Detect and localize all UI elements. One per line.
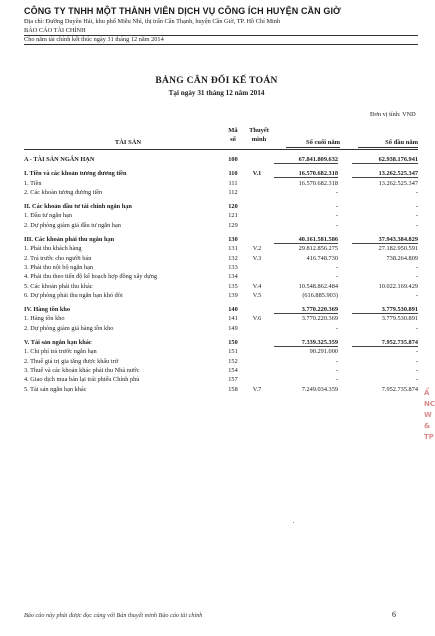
row-end-of-year: - — [335, 273, 338, 281]
row-code: 157 — [228, 376, 238, 384]
row-beginning-of-year: 7.952.735.874 — [381, 385, 418, 393]
table-row — [24, 273, 418, 282]
row-beginning-of-year: 62.938.176.941 — [352, 156, 418, 164]
row-end-of-year: 416.748.730 — [306, 254, 338, 262]
section-row — [24, 203, 418, 212]
row-code: 141 — [228, 315, 238, 323]
row-label: 2. Các khoản tương đương tiền — [24, 188, 103, 196]
table-row — [24, 212, 418, 221]
row-note: V.2 — [252, 245, 262, 253]
row-label: 4. Phải thu theo tiến độ kế hoạch hợp đồng xây dựng — [24, 273, 158, 281]
row-beginning-of-year: - — [415, 221, 418, 229]
row-label: II. Các khoản đầu tư tài chính ngắn hạn — [24, 203, 132, 211]
report-type: BÁO CÁO TÀI CHÍNH — [24, 27, 86, 34]
row-code: 154 — [228, 366, 238, 374]
row-label: 2. Dự phòng giảm giá hàng tồn kho — [24, 324, 114, 332]
row-code: 130 — [228, 236, 238, 244]
row-beginning-of-year: - — [415, 357, 418, 365]
row-beginning-of-year: - — [415, 203, 418, 211]
row-code: 151 — [228, 348, 238, 356]
row-end-of-year: 16.570.682.318 — [274, 170, 338, 178]
row-label: 3. Thuế và các khoản khác phải thu Nhà nước — [24, 366, 140, 374]
row-end-of-year: - — [335, 324, 338, 332]
row-beginning-of-year: - — [415, 366, 418, 374]
row-label: 4. Giao dịch mua bán lại trái phiếu Chính phủ — [24, 376, 140, 384]
company-address: Địa chỉ: Đường Duyên Hải, khu phố Miễu Nhì, thị trấn Cần Thạnh, huyện Cần Giờ, TP. Hồ Chí Minh — [24, 18, 281, 25]
row-beginning-of-year: 7.952.735.874 — [352, 339, 418, 347]
row-code: 129 — [228, 221, 238, 229]
row-label: 2. Dự phòng giảm giá đầu tư ngắn hạn — [24, 221, 121, 229]
row-beginning-of-year: 10.022.169.429 — [378, 282, 418, 290]
row-beginning-of-year: 27.182.950.591 — [378, 245, 418, 253]
row-code: 134 — [228, 273, 238, 281]
row-code: 140 — [228, 306, 238, 314]
row-end-of-year: 40.161.581.586 — [274, 236, 338, 244]
row-label: A - TÀI SẢN NGẮN HẠN — [24, 156, 95, 163]
column-header-rule — [24, 149, 418, 150]
row-label: 1. Phải thu khách hàng — [24, 245, 82, 253]
column-header-underline-end — [286, 147, 340, 148]
scan-speck — [293, 522, 294, 523]
column-header-code-line2: số — [230, 136, 236, 143]
row-label: 5. Tài sản ngắn hạn khác — [24, 385, 87, 393]
row-end-of-year: - — [335, 366, 338, 374]
row-end-of-year: (616.885.903) — [302, 291, 338, 299]
row-beginning-of-year: 3.779.530.891 — [381, 315, 418, 323]
row-end-of-year: 3.770.220.369 — [274, 306, 338, 314]
row-label: 3. Phải thu nội bộ ngắn hạn — [24, 263, 94, 271]
row-end-of-year: 16.570.682.318 — [298, 179, 338, 187]
row-beginning-of-year: 13.262.525.347 — [352, 170, 418, 178]
row-label: 1. Chi phí trả trước ngắn hạn — [24, 348, 97, 356]
row-label: IV. Hàng tồn kho — [24, 306, 71, 314]
row-end-of-year: 3.770.220.369 — [301, 315, 338, 323]
row-beginning-of-year: - — [415, 324, 418, 332]
row-end-of-year: 90.291.000 — [309, 348, 338, 356]
company-name: CÔNG TY TNHH MỘT THÀNH VIÊN DỊCH VỤ CÔNG ÍCH HUYỆN CẦN GIỜ — [24, 6, 341, 16]
row-code: 158 — [228, 385, 238, 393]
footer-note: Báo cáo này phải được đọc cùng với Bản thuyết minh Báo cáo tài chính — [24, 612, 203, 619]
row-label: III. Các khoản phải thu ngắn hạn — [24, 236, 115, 244]
row-code: 150 — [228, 339, 238, 347]
row-code: 135 — [228, 282, 238, 290]
column-header-asset: TÀI SẢN — [114, 139, 142, 146]
page-number: 6 — [392, 610, 396, 619]
row-label: 5. Các khoản phải thu khác — [24, 282, 93, 290]
row-code: 133 — [228, 263, 238, 271]
section-row — [24, 306, 418, 315]
row-beginning-of-year: - — [415, 212, 418, 220]
column-header-end-of-year: Số cuối năm — [306, 139, 340, 146]
row-code: 139 — [228, 291, 238, 299]
row-code: 152 — [228, 357, 238, 365]
header-divider-bottom — [24, 44, 418, 45]
table-row — [24, 315, 418, 324]
row-beginning-of-year: - — [415, 188, 418, 196]
row-end-of-year: - — [335, 221, 338, 229]
row-label: 1. Hàng tồn kho — [24, 315, 65, 323]
table-row — [24, 358, 418, 367]
table-row — [24, 292, 418, 301]
column-header-underline-begin — [358, 147, 418, 148]
row-end-of-year: - — [335, 263, 338, 271]
row-beginning-of-year: 3.779.530.891 — [352, 306, 418, 314]
table-row — [24, 367, 418, 376]
row-beginning-of-year: - — [415, 273, 418, 281]
section-row — [24, 170, 418, 179]
row-note: V.4 — [252, 282, 262, 290]
table-row — [24, 255, 418, 264]
row-end-of-year: - — [335, 357, 338, 365]
row-beginning-of-year: 738.264.809 — [386, 254, 418, 262]
table-row — [24, 348, 418, 357]
row-code: 100 — [228, 156, 238, 163]
column-header-beginning-of-year: Số đầu năm — [385, 139, 418, 146]
table-row — [24, 386, 418, 395]
table-row — [24, 264, 418, 273]
table-row — [24, 376, 418, 385]
table-row — [24, 283, 418, 292]
row-beginning-of-year: - — [415, 376, 418, 384]
row-code: 110 — [228, 170, 238, 178]
report-period: Cho năm tài chính kết thúc ngày 31 tháng 12 năm 2014 — [24, 36, 164, 43]
row-label: 2. Thuế giá trị gia tăng được khấu trừ — [24, 357, 119, 365]
currency-unit: Đơn vị tính: VND — [370, 111, 416, 118]
row-label: 1. Đầu tư ngắn hạn — [24, 212, 73, 220]
red-stamp-fragment: Ẩ NC W & TP — [424, 389, 435, 441]
row-code: 149 — [228, 324, 238, 332]
row-end-of-year: - — [335, 376, 338, 384]
document-title: BẢNG CÂN ĐỐI KẾ TOÁN — [155, 76, 278, 86]
column-header-note-line1: Thuyết — [249, 127, 269, 134]
row-label: 1. Tiền — [24, 179, 42, 187]
table-row — [24, 189, 418, 198]
row-note: V.3 — [252, 254, 262, 262]
row-code: 121 — [228, 212, 238, 220]
row-beginning-of-year: - — [415, 263, 418, 271]
row-end-of-year: 7.339.325.359 — [274, 339, 338, 347]
row-beginning-of-year: - — [415, 291, 418, 299]
row-label: I. Tiền và các khoản tương đương tiền — [24, 170, 127, 178]
row-label: V. Tài sản ngắn hạn khác — [24, 339, 92, 347]
table-row — [24, 325, 418, 334]
row-note: V.7 — [252, 385, 262, 393]
section-row — [24, 339, 418, 348]
balance-sheet-table — [24, 156, 418, 395]
row-note: V.6 — [252, 315, 262, 323]
row-code: 132 — [228, 254, 238, 262]
row-code: 111 — [228, 179, 238, 187]
row-note: V.1 — [252, 170, 262, 178]
row-code: 131 — [228, 245, 238, 253]
row-code: 120 — [228, 203, 238, 211]
row-end-of-year: 7.249.034.359 — [301, 385, 338, 393]
row-beginning-of-year: 37.943.384.829 — [352, 236, 418, 244]
row-end-of-year: 67.841.809.632 — [274, 156, 338, 164]
column-header-code-line1: Mã — [228, 127, 238, 134]
row-end-of-year: - — [335, 203, 338, 211]
row-beginning-of-year: - — [415, 348, 418, 356]
row-end-of-year: - — [335, 212, 338, 220]
row-end-of-year: 10.548.862.484 — [298, 282, 338, 290]
row-end-of-year: 29.812.856.275 — [298, 245, 338, 253]
row-note: V.5 — [252, 291, 262, 299]
table-row — [24, 245, 418, 254]
row-end-of-year: - — [335, 188, 338, 196]
row-code: 112 — [228, 188, 238, 196]
row-label: 6. Dự phòng phải thu ngắn hạn khó đòi — [24, 291, 123, 299]
row-beginning-of-year: 13.262.525.347 — [378, 179, 418, 187]
section-row — [24, 156, 418, 165]
table-row — [24, 222, 418, 231]
row-label: 2. Trả trước cho người bán — [24, 254, 92, 262]
column-header-note-line2: minh — [251, 136, 267, 143]
section-row — [24, 236, 418, 245]
table-row — [24, 180, 418, 189]
document-date: Tại ngày 31 tháng 12 năm 2014 — [168, 89, 265, 97]
